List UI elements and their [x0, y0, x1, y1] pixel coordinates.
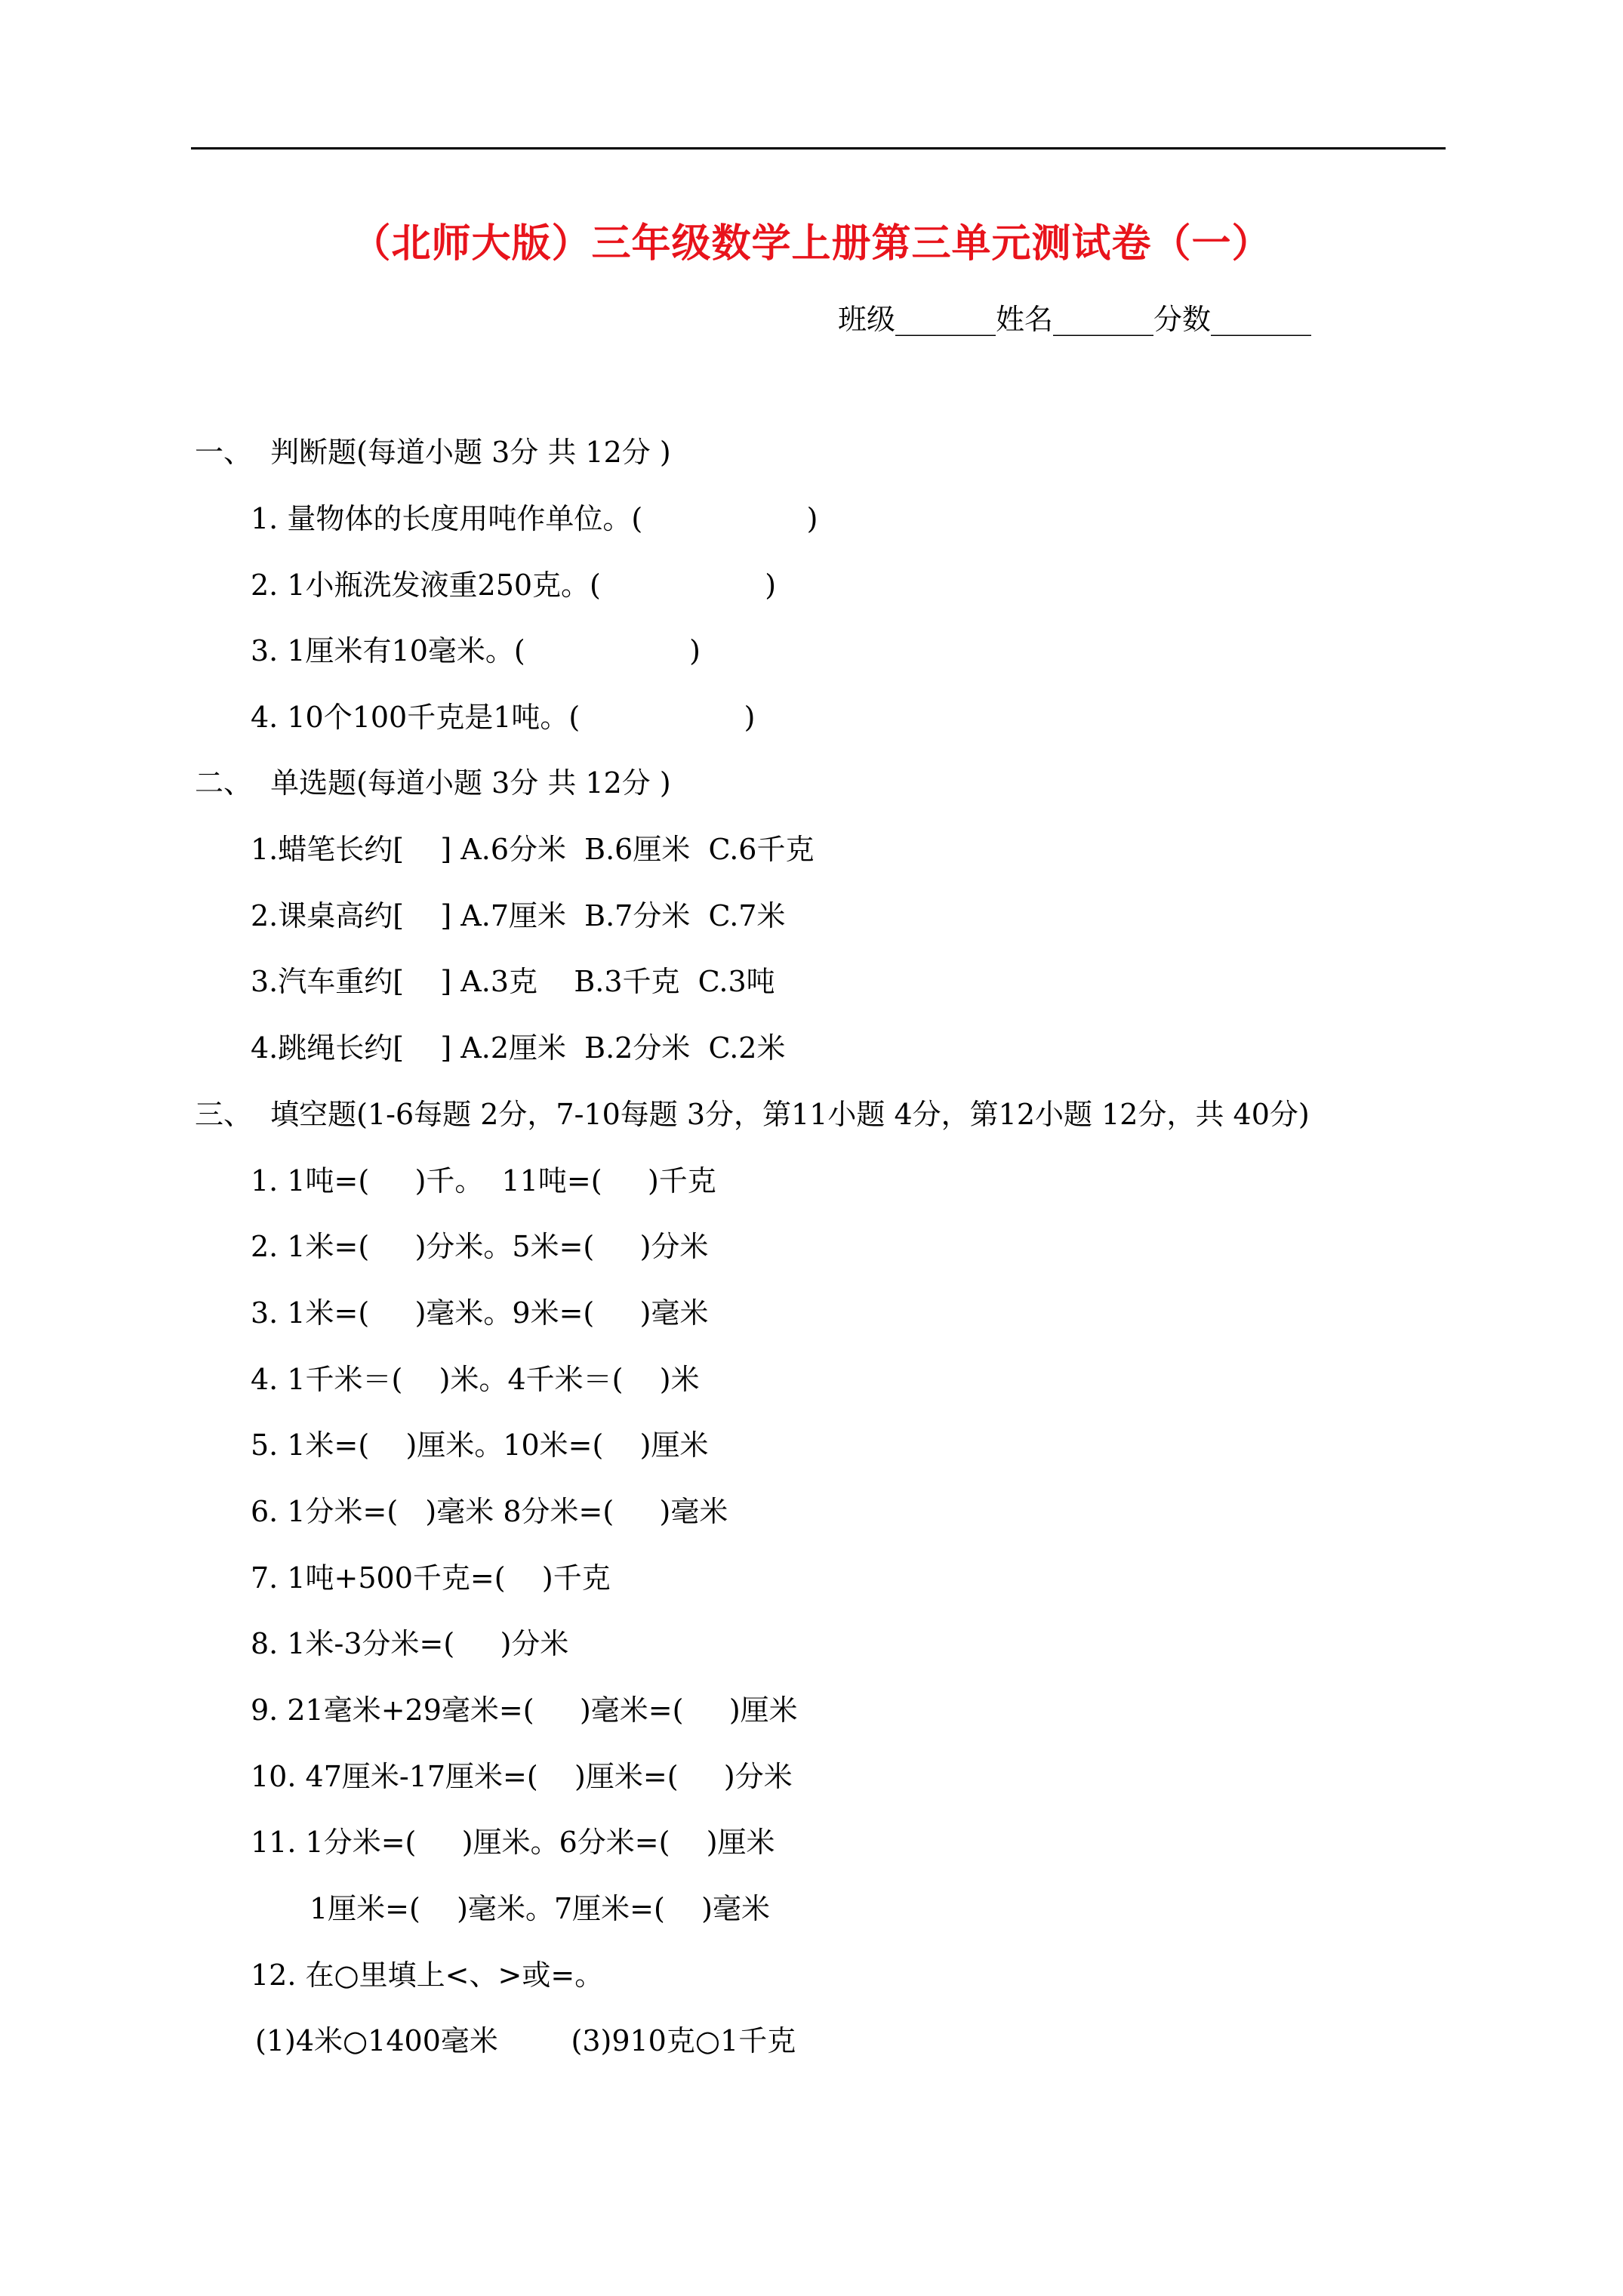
- question-item: (1)4米○1400毫米 (3)910克○1千克: [255, 2024, 796, 2057]
- question-item: 9. 21毫米+29毫米=( )毫米=( )厘米: [251, 1693, 798, 1727]
- student-info-line: 班级_______姓名_______分数_______: [838, 303, 1312, 336]
- question-item: 1.蜡笔长约[ ] A.6分米 B.6厘米 C.6千克: [251, 833, 815, 866]
- section-heading-fill-blank: 三、 填空题(1-6每题 2分，7-10每题 3分，第11小题 4分，第12小题 12分，共 40分): [195, 1098, 1310, 1131]
- header-rule: [191, 147, 1446, 149]
- question-item: 6. 1分米=( )毫米 8分米=( )毫米: [251, 1495, 728, 1528]
- question-item: 2. 1小瓶洗发液重250克。( ): [251, 569, 777, 602]
- question-item: 2.课桌高约[ ] A.7厘米 B.7分米 C.7米: [251, 899, 786, 932]
- page-title: （北师大版）三年级数学上册第三单元测试卷（一）: [351, 220, 1272, 267]
- section-heading-multiple-choice: 二、 单选题(每道小题 3分 共 12分 ): [195, 766, 671, 800]
- question-item: 8. 1米-3分米=( )分米: [251, 1627, 569, 1660]
- question-item: 4.跳绳长约[ ] A.2厘米 B.2分米 C.2米: [251, 1031, 786, 1065]
- question-item: 1. 1吨=( )千。 11吨=( )千克: [251, 1164, 716, 1197]
- question-item: 3.汽车重约[ ] A.3克 B.3千克 C.3吨: [251, 965, 775, 998]
- question-item: 1厘米=( )毫米。7厘米=( )毫米: [310, 1892, 770, 1925]
- question-item: 1. 量物体的长度用吨作单位。( ): [251, 502, 818, 535]
- question-item: 10. 47厘米-17厘米=( )厘米=( )分米: [251, 1760, 793, 1793]
- section-heading-true-false: 一、 判断题(每道小题 3分 共 12分 ): [195, 436, 671, 469]
- question-item: 7. 1吨+500千克=( )千克: [251, 1561, 611, 1595]
- question-item: 3. 1米=( )毫米。9米=( )毫米: [251, 1296, 709, 1330]
- question-item: 5. 1米=( )厘米。10米=( )厘米: [251, 1428, 709, 1462]
- question-item: 2. 1米=( )分米。5米=( )分米: [251, 1230, 709, 1263]
- question-item: 12. 在○里填上<、>或=。: [251, 1959, 604, 1992]
- question-item: 4. 10个100千克是1吨。( ): [251, 701, 756, 734]
- question-item: 4. 1千米＝( )米。4千米＝( )米: [251, 1363, 700, 1396]
- question-item: 11. 1分米=( )厘米。6分米=( )厘米: [251, 1826, 775, 1859]
- question-item: 3. 1厘米有10毫米。( ): [251, 634, 701, 667]
